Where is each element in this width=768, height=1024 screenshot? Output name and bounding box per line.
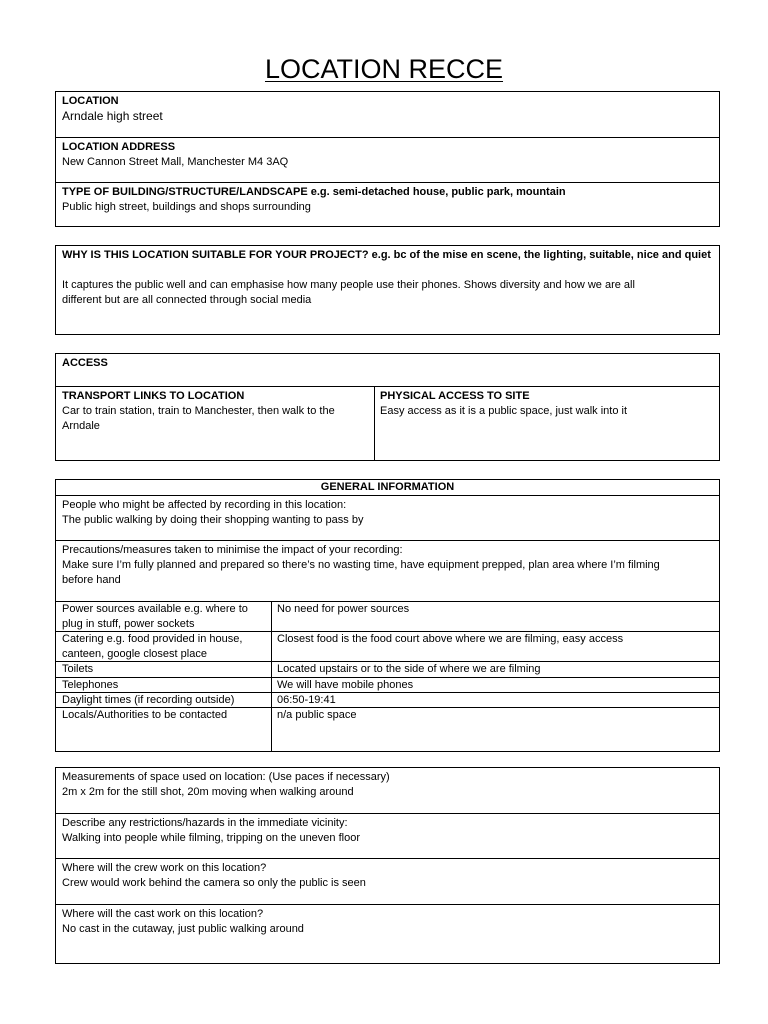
catering-label-line1: Catering e.g. food provided in house, <box>62 633 243 645</box>
suitability-value-line2: different but are all connected through social media <box>62 294 312 306</box>
transport-label: TRANSPORT LINKS TO LOCATION <box>62 390 245 402</box>
affected-value: The public walking by doing their shopping wanting to pass by <box>62 514 364 526</box>
restrict-label: Describe any restrictions/hazards in the immediate vicinity: <box>62 817 348 829</box>
access-label: ACCESS <box>62 357 108 369</box>
power-label-line2: plug in stuff, power sockets <box>62 618 195 630</box>
toilets-value: Located upstairs or to the side of where we are filming <box>277 663 541 675</box>
document-title <box>0 54 768 85</box>
affected-label: People who might be affected by recording in this location: <box>62 499 347 511</box>
access-table <box>55 353 720 461</box>
title-text: LOCATION RECCE <box>264 54 504 84</box>
daylight-value: 06:50-19:41 <box>277 694 336 706</box>
catering-label-line2: canteen, google closest place <box>62 648 207 660</box>
address-value: New Cannon Street Mall, Manchester M4 3AQ <box>62 156 289 168</box>
transport-value-line1: Car to train station, train to Manchester, then walk to the <box>62 405 335 417</box>
toilets-label: Toilets <box>62 663 94 675</box>
space-table <box>55 767 720 964</box>
crew-label: Where will the crew work on this location? <box>62 862 267 874</box>
suitability-label: WHY IS THIS LOCATION SUITABLE FOR YOUR PROJECT? e.g. bc of the mise en scene, the lighting, suitable, nice and quiet <box>62 249 711 261</box>
catering-label-cell <box>56 630 271 664</box>
precautions-value-line1: Make sure I’m fully planned and prepared so there’s no wasting time, have equipment prepped, plan area where I’m filming <box>62 559 660 571</box>
general-header: GENERAL INFORMATION <box>320 481 455 493</box>
physical-value: Easy access as it is a public space, just walk into it <box>380 405 627 417</box>
type-cell <box>56 183 719 217</box>
location-value: Arndale high street <box>62 109 163 123</box>
suitability-value-line1: It captures the public well and can emphasise how many people use their phones. Shows diversity and how we are all <box>62 279 635 291</box>
type-label: TYPE OF BUILDING/STRUCTURE/LANDSCAPE e.g. semi-detached house, public park, mountain <box>62 186 566 198</box>
telephones-value: We will have mobile phones <box>277 679 414 691</box>
authorities-value: n/a public space <box>277 709 357 721</box>
crew-cell <box>56 859 719 893</box>
precautions-value-line2: before hand <box>62 574 121 586</box>
cast-label: Where will the cast work on this location? <box>62 908 264 920</box>
address-label: LOCATION ADDRESS <box>62 141 176 153</box>
affected-cell <box>56 496 719 530</box>
catering-value: Closest food is the food court above where we are filming, easy access <box>277 633 624 645</box>
telephones-label: Telephones <box>62 679 119 691</box>
measure-value: 2m x 2m for the still shot, 20m moving when walking around <box>62 786 354 798</box>
restrict-value: Walking into people while filming, tripping on the uneven floor <box>62 832 360 844</box>
precautions-cell <box>56 541 719 590</box>
physical-cell <box>374 387 719 421</box>
power-label-cell <box>56 600 271 634</box>
suitability-cell <box>56 246 719 310</box>
power-value: No need for power sources <box>277 603 410 615</box>
address-cell <box>56 138 719 172</box>
physical-label: PHYSICAL ACCESS TO SITE <box>380 390 530 402</box>
precautions-label: Precautions/measures taken to minimise the impact of your recording: <box>62 544 403 556</box>
location-table <box>55 91 720 227</box>
general-info-table <box>55 479 720 752</box>
transport-cell <box>56 387 374 436</box>
power-label-line1: Power sources available e.g. where to <box>62 603 248 615</box>
suitability-table <box>55 245 720 335</box>
cast-cell <box>56 905 719 939</box>
authorities-label: Locals/Authorities to be contacted <box>62 709 228 721</box>
location-cell <box>56 92 719 126</box>
measure-cell <box>56 768 719 802</box>
type-value: Public high street, buildings and shops surrounding <box>62 201 311 213</box>
daylight-label: Daylight times (if recording outside) <box>62 694 235 706</box>
transport-value-line2: Arndale <box>62 420 100 432</box>
cast-value: No cast in the cutaway, just public walking around <box>62 923 304 935</box>
location-label: LOCATION <box>62 95 119 107</box>
crew-value: Crew would work behind the camera so only the public is seen <box>62 877 366 889</box>
measure-label: Measurements of space used on location: (Use paces if necessary) <box>62 771 390 783</box>
restrict-cell <box>56 814 719 848</box>
